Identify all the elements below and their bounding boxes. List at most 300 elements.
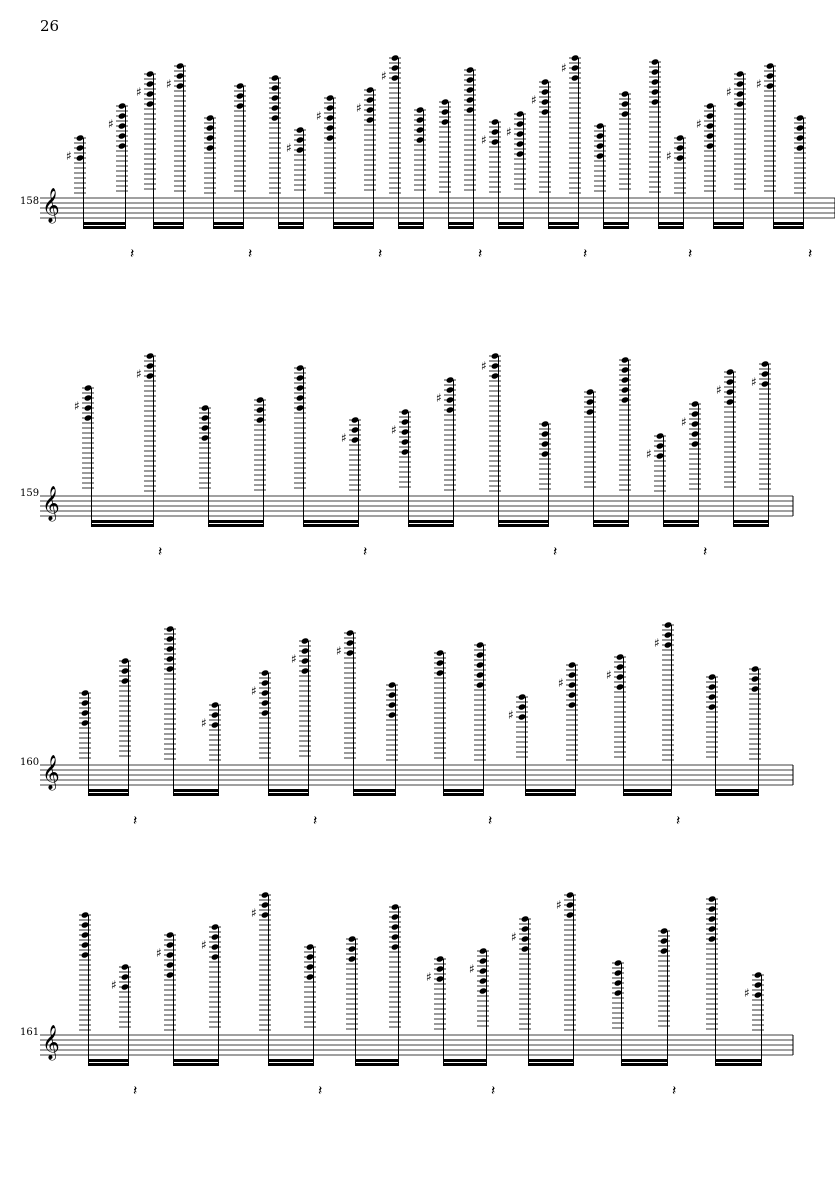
notehead xyxy=(166,941,175,948)
notehead xyxy=(656,432,665,439)
beam xyxy=(658,222,684,225)
notehead xyxy=(121,657,130,664)
beam xyxy=(658,226,684,229)
beam xyxy=(213,226,244,229)
notehead xyxy=(568,701,577,708)
notehead xyxy=(521,915,530,922)
notehead xyxy=(466,76,475,83)
notehead xyxy=(541,430,550,437)
notehead xyxy=(326,94,335,101)
notehead xyxy=(491,372,500,379)
notehead xyxy=(401,408,410,415)
beam xyxy=(623,793,672,796)
beam xyxy=(773,226,804,229)
notehead xyxy=(566,911,575,918)
notehead xyxy=(261,709,270,716)
beam xyxy=(173,1063,219,1066)
notehead xyxy=(351,426,360,433)
notehead xyxy=(146,80,155,87)
beam xyxy=(355,1059,399,1062)
notehead xyxy=(146,100,155,107)
notehead xyxy=(521,925,530,932)
notehead xyxy=(664,621,673,628)
notehead xyxy=(166,931,175,938)
sharp-sign: ♯ xyxy=(136,85,142,99)
notehead xyxy=(301,667,310,674)
notehead xyxy=(256,416,265,423)
notehead xyxy=(651,98,660,105)
notehead xyxy=(401,438,410,445)
notehead xyxy=(326,114,335,121)
sharp-sign: ♯ xyxy=(201,938,207,952)
beam xyxy=(173,1059,219,1062)
sharp-sign: ♯ xyxy=(756,77,762,91)
sharp-sign: ♯ xyxy=(111,978,117,992)
sharp-sign: ♯ xyxy=(716,383,722,397)
sharp-sign: ♯ xyxy=(481,359,487,373)
sharp-sign: ♯ xyxy=(201,716,207,730)
notehead xyxy=(796,124,805,131)
staff-0 xyxy=(40,188,835,224)
notehead xyxy=(436,975,445,982)
notehead xyxy=(571,64,580,71)
beam xyxy=(498,226,524,229)
beam xyxy=(88,789,129,792)
beam xyxy=(715,793,759,796)
notehead xyxy=(348,955,357,962)
beam xyxy=(398,222,424,225)
notehead xyxy=(491,138,500,145)
notehead xyxy=(726,368,735,375)
notehead xyxy=(201,404,210,411)
sharp-sign: ♯ xyxy=(251,684,257,698)
beam xyxy=(268,1063,314,1066)
notehead xyxy=(516,140,525,147)
notehead xyxy=(491,118,500,125)
notehead xyxy=(416,126,425,133)
notehead xyxy=(541,450,550,457)
notehead xyxy=(761,370,770,377)
notehead xyxy=(201,434,210,441)
rest: 𝄽 xyxy=(130,246,135,262)
sharp-sign: ♯ xyxy=(481,133,487,147)
page-number: 26 xyxy=(40,17,60,35)
notehead xyxy=(166,961,175,968)
beam xyxy=(153,226,184,229)
rest: 𝄽 xyxy=(491,1083,496,1099)
notehead xyxy=(691,430,700,437)
notehead xyxy=(656,452,665,459)
sharp-sign: ♯ xyxy=(561,61,567,75)
notehead xyxy=(568,691,577,698)
notehead xyxy=(621,100,630,107)
notehead xyxy=(348,935,357,942)
notehead xyxy=(676,154,685,161)
sharp-sign: ♯ xyxy=(156,946,162,960)
notehead xyxy=(491,362,500,369)
beam xyxy=(498,524,549,527)
sharp-sign: ♯ xyxy=(66,149,72,163)
notehead xyxy=(708,895,717,902)
notehead xyxy=(586,388,595,395)
staff-3 xyxy=(40,1025,793,1061)
notehead xyxy=(401,418,410,425)
sharp-sign: ♯ xyxy=(646,447,652,461)
notehead xyxy=(401,428,410,435)
notehead xyxy=(491,352,500,359)
rest: 𝄽 xyxy=(703,544,708,560)
svg-text:𝄞: 𝄞 xyxy=(42,1025,60,1060)
notehead xyxy=(211,943,220,950)
notehead xyxy=(479,957,488,964)
rest: 𝄽 xyxy=(133,1083,138,1099)
beam xyxy=(733,524,769,527)
notehead xyxy=(568,671,577,678)
notehead xyxy=(691,400,700,407)
notehead xyxy=(388,681,397,688)
notehead xyxy=(691,440,700,447)
notehead xyxy=(388,711,397,718)
notehead xyxy=(541,78,550,85)
beam xyxy=(333,226,374,229)
sharp-sign: ♯ xyxy=(356,101,362,115)
beam xyxy=(83,226,126,229)
notehead xyxy=(326,124,335,131)
beam xyxy=(173,793,219,796)
sharp-sign: ♯ xyxy=(606,668,612,682)
notehead xyxy=(81,941,90,948)
sharp-sign: ♯ xyxy=(291,652,297,666)
notehead xyxy=(586,408,595,415)
notehead xyxy=(121,973,130,980)
notehead xyxy=(81,719,90,726)
notehead xyxy=(476,661,485,668)
notehead xyxy=(301,657,310,664)
beam xyxy=(88,1063,129,1066)
notehead xyxy=(446,376,455,383)
notehead xyxy=(571,74,580,81)
notehead xyxy=(479,977,488,984)
notehead xyxy=(391,923,400,930)
notehead xyxy=(366,116,375,123)
notehead xyxy=(621,366,630,373)
notehead xyxy=(691,410,700,417)
beam xyxy=(408,524,454,527)
beam xyxy=(278,222,304,225)
notehead xyxy=(176,82,185,89)
notehead xyxy=(596,152,605,159)
notehead xyxy=(211,711,220,718)
notehead xyxy=(271,104,280,111)
notehead xyxy=(476,641,485,648)
sharp-sign: ♯ xyxy=(654,636,660,650)
sharp-sign: ♯ xyxy=(744,986,750,1000)
notehead xyxy=(708,915,717,922)
notehead xyxy=(146,70,155,77)
notehead xyxy=(388,691,397,698)
notehead xyxy=(491,128,500,135)
beam xyxy=(208,524,264,527)
notehead xyxy=(146,372,155,379)
beam xyxy=(91,520,154,523)
notehead xyxy=(521,945,530,952)
notehead xyxy=(391,933,400,940)
notehead xyxy=(206,144,215,151)
beam xyxy=(621,1059,668,1062)
rest: 𝄽 xyxy=(688,246,693,262)
notehead xyxy=(261,669,270,676)
notehead xyxy=(271,94,280,101)
notehead xyxy=(568,681,577,688)
svg-text:𝄞: 𝄞 xyxy=(42,755,60,790)
notehead xyxy=(446,386,455,393)
notehead xyxy=(754,991,763,998)
notehead xyxy=(541,420,550,427)
notehead xyxy=(146,352,155,359)
notehead xyxy=(708,905,717,912)
notehead xyxy=(516,120,525,127)
beam xyxy=(91,524,154,527)
notehead xyxy=(121,983,130,990)
notehead xyxy=(326,134,335,141)
notehead xyxy=(726,378,735,385)
beam xyxy=(498,222,524,225)
notehead xyxy=(651,68,660,75)
notehead xyxy=(166,665,175,672)
notehead xyxy=(708,673,717,680)
notehead xyxy=(176,72,185,79)
sharp-sign: ♯ xyxy=(436,391,442,405)
notehead xyxy=(706,122,715,129)
notehead xyxy=(346,639,355,646)
notehead xyxy=(436,965,445,972)
beam xyxy=(448,226,474,229)
notehead xyxy=(301,637,310,644)
notehead xyxy=(391,54,400,61)
notehead xyxy=(206,134,215,141)
sharp-sign: ♯ xyxy=(696,117,702,131)
notehead xyxy=(706,102,715,109)
notehead xyxy=(206,114,215,121)
notehead xyxy=(706,142,715,149)
notehead xyxy=(796,114,805,121)
notehead xyxy=(586,398,595,405)
notehead xyxy=(651,58,660,65)
beam xyxy=(733,520,769,523)
notehead xyxy=(118,142,127,149)
notehead xyxy=(708,683,717,690)
sharp-sign: ♯ xyxy=(506,125,512,139)
notehead xyxy=(436,659,445,666)
notehead xyxy=(518,693,527,700)
notehead xyxy=(211,953,220,960)
beam xyxy=(548,226,579,229)
notehead xyxy=(166,645,175,652)
sharp-sign: ♯ xyxy=(558,676,564,690)
notehead xyxy=(76,134,85,141)
svg-text:𝄞: 𝄞 xyxy=(42,188,60,223)
notehead xyxy=(656,442,665,449)
notehead xyxy=(518,703,527,710)
beam xyxy=(715,1059,762,1062)
notehead xyxy=(479,987,488,994)
notehead xyxy=(401,448,410,455)
rest: 𝄽 xyxy=(133,813,138,829)
beam xyxy=(498,520,549,523)
notehead xyxy=(754,971,763,978)
notehead xyxy=(81,699,90,706)
notehead xyxy=(118,122,127,129)
notehead xyxy=(166,951,175,958)
notehead xyxy=(211,923,220,930)
sharp-sign: ♯ xyxy=(316,109,322,123)
beam xyxy=(713,222,744,225)
beam xyxy=(715,1063,762,1066)
rest: 𝄽 xyxy=(672,1083,677,1099)
sharp-sign: ♯ xyxy=(469,962,475,976)
notehead xyxy=(436,649,445,656)
notehead xyxy=(391,913,400,920)
notehead xyxy=(296,394,305,401)
notehead xyxy=(751,665,760,672)
notehead xyxy=(616,683,625,690)
sharp-sign: ♯ xyxy=(511,930,517,944)
notehead xyxy=(84,384,93,391)
rest: 𝄽 xyxy=(248,246,253,262)
notehead xyxy=(446,406,455,413)
staff-2 xyxy=(40,755,793,791)
notehead xyxy=(736,80,745,87)
notehead xyxy=(766,72,775,79)
notehead xyxy=(306,963,315,970)
notehead xyxy=(81,931,90,938)
notehead xyxy=(466,106,475,113)
beam xyxy=(268,793,309,796)
notehead xyxy=(256,396,265,403)
notehead xyxy=(664,641,673,648)
beam xyxy=(663,520,699,523)
notehead xyxy=(118,112,127,119)
notehead xyxy=(516,150,525,157)
notehead xyxy=(761,380,770,387)
beam xyxy=(525,793,576,796)
rest: 𝄽 xyxy=(478,246,483,262)
notehead xyxy=(621,386,630,393)
sharp-sign: ♯ xyxy=(556,898,562,912)
notehead xyxy=(726,398,735,405)
notehead xyxy=(621,356,630,363)
notehead xyxy=(736,100,745,107)
beam xyxy=(355,1063,399,1066)
notehead xyxy=(81,951,90,958)
notehead xyxy=(571,54,580,61)
beam xyxy=(715,789,759,792)
notehead xyxy=(76,144,85,151)
sharp-sign: ♯ xyxy=(251,906,257,920)
sharp-sign: ♯ xyxy=(666,149,672,163)
sharp-sign: ♯ xyxy=(531,93,537,107)
notehead xyxy=(296,364,305,371)
notehead xyxy=(176,62,185,69)
beam xyxy=(593,524,629,527)
notehead xyxy=(708,925,717,932)
notehead xyxy=(706,112,715,119)
beam xyxy=(548,222,579,225)
notehead xyxy=(236,82,245,89)
rest: 𝄽 xyxy=(676,813,681,829)
notehead xyxy=(146,362,155,369)
notehead xyxy=(751,685,760,692)
notehead xyxy=(366,96,375,103)
notehead xyxy=(726,388,735,395)
notehead xyxy=(796,134,805,141)
notehead xyxy=(660,927,669,934)
notehead xyxy=(416,116,425,123)
notehead xyxy=(366,106,375,113)
notehead xyxy=(436,955,445,962)
sharp-sign: ♯ xyxy=(391,423,397,437)
notehead xyxy=(479,967,488,974)
beam xyxy=(303,524,359,527)
notehead xyxy=(651,78,660,85)
notehead xyxy=(261,689,270,696)
notehead xyxy=(706,132,715,139)
notehead xyxy=(691,420,700,427)
beam xyxy=(353,793,396,796)
notehead xyxy=(796,144,805,151)
notehead xyxy=(516,130,525,137)
notehead xyxy=(236,102,245,109)
svg-text:𝄞: 𝄞 xyxy=(42,486,60,521)
notehead xyxy=(271,84,280,91)
notehead xyxy=(446,396,455,403)
notehead xyxy=(541,88,550,95)
notehead xyxy=(121,667,130,674)
notehead xyxy=(166,635,175,642)
notehead xyxy=(466,86,475,93)
notehead xyxy=(166,655,175,662)
notehead xyxy=(146,90,155,97)
notehead xyxy=(211,701,220,708)
beam xyxy=(603,222,629,225)
sharp-sign: ♯ xyxy=(726,85,732,99)
beam xyxy=(443,1059,487,1062)
notehead xyxy=(518,713,527,720)
notehead xyxy=(476,671,485,678)
rest: 𝄽 xyxy=(553,544,558,560)
notehead xyxy=(118,132,127,139)
measure-number-161: 161 xyxy=(20,1027,40,1038)
notehead xyxy=(708,935,717,942)
notehead xyxy=(348,945,357,952)
notehead xyxy=(466,66,475,73)
notehead xyxy=(614,959,623,966)
rest: 𝄽 xyxy=(378,246,383,262)
sharp-sign: ♯ xyxy=(166,77,172,91)
beam xyxy=(621,1063,668,1066)
sharp-sign: ♯ xyxy=(286,141,292,155)
beam xyxy=(525,789,576,792)
notehead xyxy=(676,134,685,141)
sharp-sign: ♯ xyxy=(108,117,114,131)
notehead xyxy=(81,921,90,928)
rest: 𝄽 xyxy=(363,544,368,560)
rest: 𝄽 xyxy=(583,246,588,262)
notehead xyxy=(391,74,400,81)
notehead xyxy=(271,114,280,121)
notehead xyxy=(566,891,575,898)
notehead xyxy=(616,653,625,660)
